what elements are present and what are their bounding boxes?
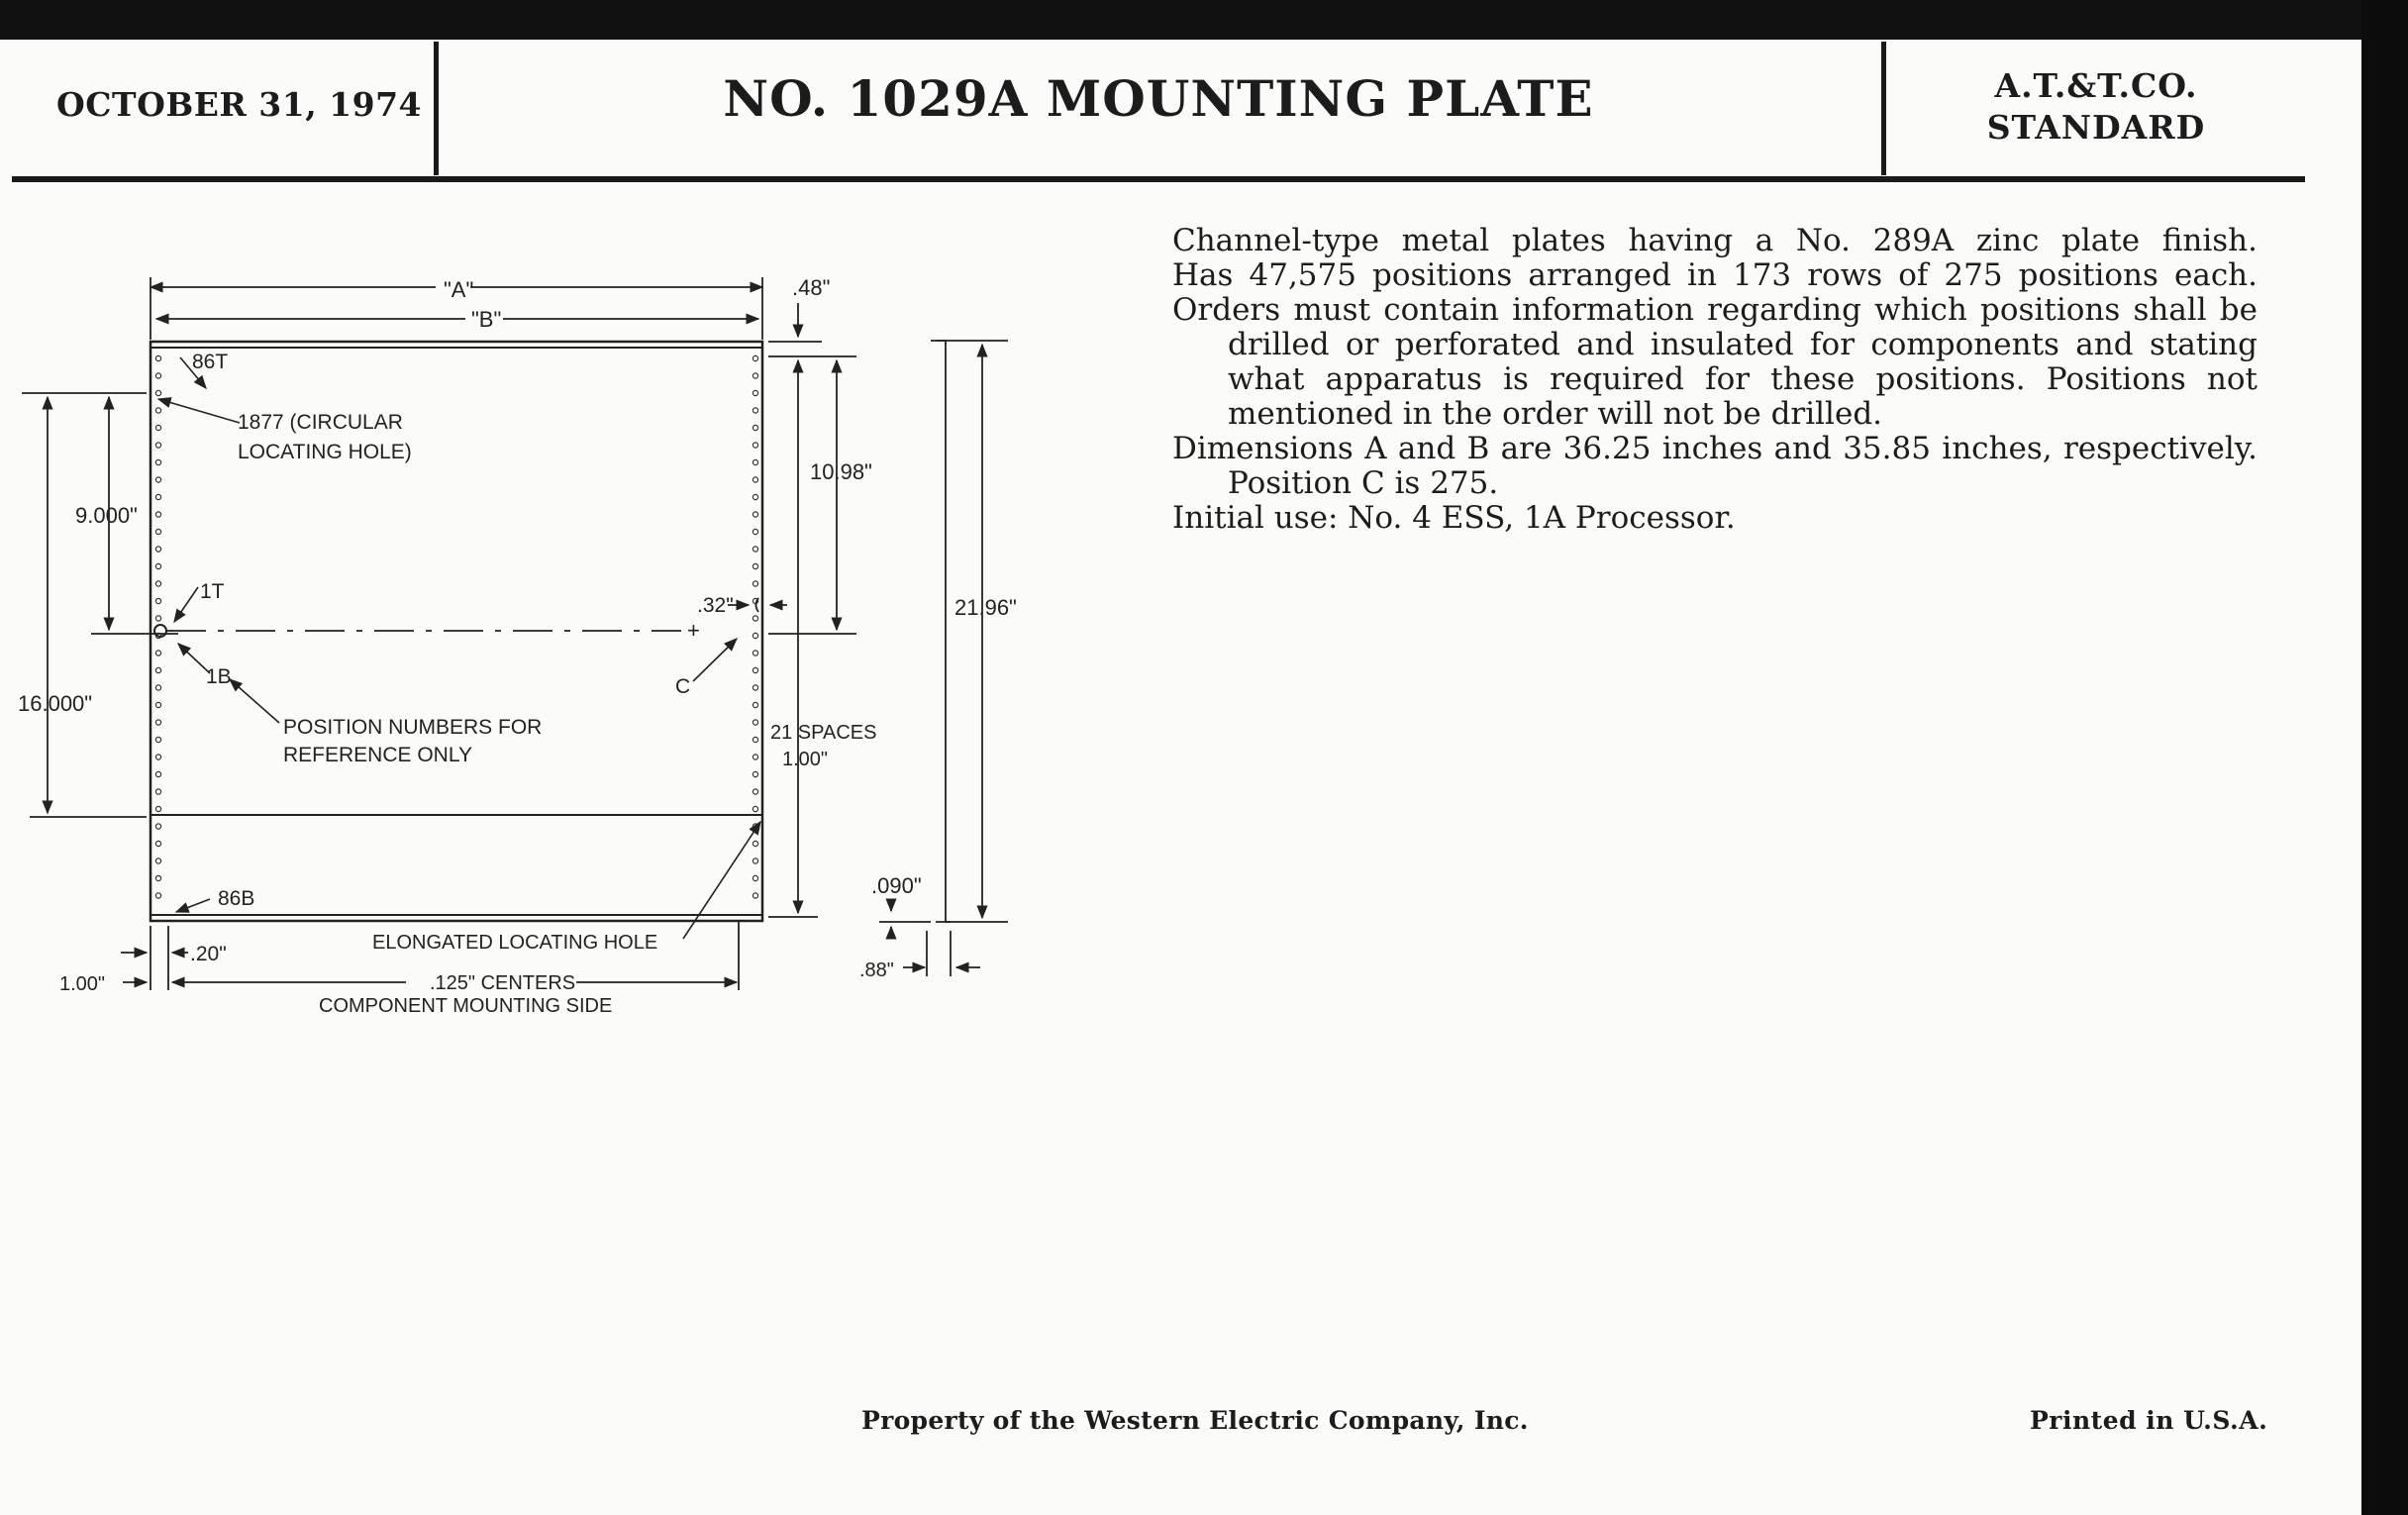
left-hole: [155, 685, 160, 690]
right-hole: [752, 858, 757, 863]
dim-48-label: .48": [792, 275, 831, 300]
dim-2196-label: 21.96": [954, 595, 1017, 620]
right-hole: [752, 563, 757, 568]
dim-a-label: "A": [444, 277, 474, 302]
description-text: [1172, 224, 2258, 536]
label-elongated-locating-hole: ELONGATED LOCATING HOLE: [372, 932, 658, 954]
right-hole: [752, 702, 757, 707]
dim-20-label: .20": [190, 943, 227, 965]
left-hole: [155, 512, 160, 517]
label-21-spaces-line1: 21 SPACES: [770, 722, 877, 744]
left-hole: [155, 598, 160, 603]
standard-line2: STANDARD: [1986, 108, 2206, 147]
right-hole: [752, 547, 757, 552]
right-hole: [752, 494, 757, 499]
page-title: NO. 1029A MOUNTING PLATE: [723, 69, 1594, 128]
right-hole: [752, 893, 757, 898]
left-hole: [155, 563, 160, 568]
description-line: Initial use: No. 4 ESS, 1A Processor.: [1172, 500, 1736, 536]
right-hole: [752, 875, 757, 880]
label-component-mounting-side: COMPONENT MOUNTING SIDE: [319, 995, 613, 1017]
dim-100-label: 1.00": [59, 973, 106, 995]
header-rule: [12, 176, 2305, 182]
left-hole: [155, 841, 160, 846]
right-hole: [752, 651, 757, 656]
left-hole: [155, 651, 160, 656]
footer-printed: Printed in U.S.A.: [2030, 1406, 2268, 1435]
right-hole: [752, 806, 757, 811]
right-hole: [752, 390, 757, 395]
right-hole: [752, 789, 757, 794]
left-hole: [155, 390, 160, 395]
left-hole: [155, 824, 160, 829]
left-hole: [155, 477, 160, 482]
right-hole: [752, 581, 757, 586]
footer-property: Property of the Western Electric Company, Inc.: [861, 1406, 1529, 1435]
left-hole: [155, 771, 160, 776]
left-hole: [155, 459, 160, 464]
dim-1098-label: 10.98": [810, 459, 872, 484]
left-hole: [155, 547, 160, 552]
right-hole: [752, 633, 757, 638]
left-hole: [155, 408, 160, 413]
left-hole: [155, 737, 160, 742]
right-hole: [752, 477, 757, 482]
dimension-lines: [22, 277, 1008, 990]
description-line: Orders must contain information regarding which positions shall be drilled or perforated and insulated for components and stating what apparatus is required for these positions. Positions not mentioned in the order will not be drilled.: [1172, 292, 2258, 432]
right-hole: [752, 737, 757, 742]
page-edge-shadow: [2361, 0, 2408, 1515]
dim-b-label: "B": [471, 307, 502, 332]
label-1t: 1T: [200, 580, 225, 603]
label-position-numbers-line1: POSITION NUMBERS FOR: [283, 716, 543, 739]
label-1877-line2: LOCATING HOLE): [238, 441, 412, 463]
standard-badge: [1883, 65, 2309, 149]
dim-090-label: .090": [871, 873, 922, 898]
label-1b: 1B: [206, 665, 232, 688]
right-hole: [752, 755, 757, 759]
right-hole: [752, 529, 757, 534]
label-c: C: [675, 675, 691, 698]
left-hole: [155, 720, 160, 725]
left-hole: [155, 789, 160, 794]
right-hole: [752, 720, 757, 725]
label-position-numbers-line2: REFERENCE ONLY: [283, 744, 472, 766]
crosshair-icon: +: [687, 618, 700, 643]
right-hole: [752, 685, 757, 690]
right-hole: [752, 841, 757, 846]
label-125-centers: .125" CENTERS: [430, 972, 576, 994]
left-hole: [155, 355, 160, 360]
right-hole: [752, 771, 757, 776]
right-hole: [752, 616, 757, 621]
left-hole: [155, 755, 160, 759]
left-hole: [155, 858, 160, 863]
header-date: OCTOBER 31, 1974: [56, 85, 423, 124]
left-hole: [155, 702, 160, 707]
right-hole: [752, 425, 757, 430]
right-hole: [752, 373, 757, 378]
left-hole: [155, 443, 160, 448]
left-hole: [155, 373, 160, 378]
dim-32-label: .32": [697, 594, 734, 617]
right-hole: [752, 667, 757, 672]
description-line: Dimensions A and B are 36.25 inches and 35.85 inches, respectively. Position C is 275.: [1172, 431, 2258, 501]
right-hole: [752, 443, 757, 448]
left-hole: [155, 667, 160, 672]
label-21-spaces-line2: 1.00": [782, 749, 829, 770]
right-hole: [752, 355, 757, 360]
standard-line1: A.T.&T.CO.: [1994, 66, 2198, 105]
dim-9000-label: 9.000": [75, 503, 138, 528]
left-hole: [155, 893, 160, 898]
label-1877-line1: 1877 (CIRCULAR: [238, 411, 403, 434]
left-hole: [155, 494, 160, 499]
left-hole: [155, 806, 160, 811]
description-line: Channel-type metal plates having a No. 289A zinc plate finish.: [1172, 223, 2258, 258]
mounting-plate-drawing: [0, 238, 1079, 1060]
label-86t: 86T: [192, 351, 229, 373]
right-hole: [752, 408, 757, 413]
left-hole: [155, 616, 160, 621]
left-hole: [155, 581, 160, 586]
left-hole: [155, 425, 160, 430]
right-hole: [752, 512, 757, 517]
dim-16000-label: 16.000": [18, 691, 93, 716]
label-86b: 86B: [218, 887, 255, 910]
right-hole: [752, 459, 757, 464]
left-hole: [155, 875, 160, 880]
right-hole-column: [752, 355, 757, 898]
description-line: Has 47,575 positions arranged in 173 rows of 275 positions each.: [1172, 257, 2258, 293]
dim-88-label: .88": [859, 960, 894, 981]
left-hole: [155, 529, 160, 534]
